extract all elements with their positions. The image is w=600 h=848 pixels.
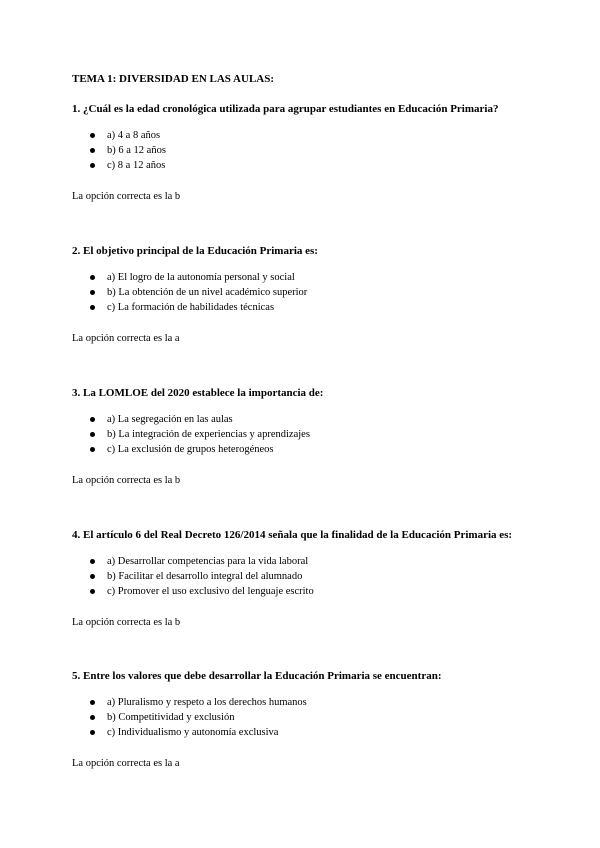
option-list	[72, 270, 532, 315]
option-label: c) La exclusión de grupos heterogéneos	[107, 444, 274, 455]
bullet-icon	[90, 163, 95, 168]
option-item	[72, 725, 532, 740]
option-label: b) Facilitar el desarrollo integral del alumnado	[107, 571, 303, 582]
question-text: 4. El artículo 6 del Real Decreto 126/2014 señala que la finalidad de la Educación Primaria es:	[72, 529, 513, 541]
bullet-icon	[90, 589, 95, 594]
bullet-icon	[90, 559, 95, 564]
option-item	[72, 300, 532, 315]
bullet-icon	[90, 574, 95, 579]
option-list	[72, 554, 532, 599]
option-item	[72, 584, 532, 599]
option-label: c) 8 a 12 años	[107, 160, 166, 171]
option-item	[72, 695, 532, 710]
option-item	[72, 270, 532, 285]
option-item	[72, 554, 532, 569]
question-block-5	[72, 669, 532, 771]
bullet-icon	[90, 730, 95, 735]
answer-text: La opción correcta es la a	[72, 758, 180, 769]
option-label: b) La integración de experiencias y aprendizajes	[107, 429, 310, 440]
bullet-icon	[90, 715, 95, 720]
answer-text: La opción correcta es la b	[72, 617, 181, 628]
bullet-icon	[90, 275, 95, 280]
option-label: c) La formación de habilidades técnicas	[107, 302, 275, 313]
bullet-icon	[90, 417, 95, 422]
option-label: a) La segregación en las aulas	[107, 414, 233, 425]
bullet-icon	[90, 133, 95, 138]
option-label: b) La obtención de un nivel académico superior	[107, 287, 308, 298]
bullet-icon	[90, 700, 95, 705]
question-text: 3. La LOMLOE del 2020 establece la importancia de:	[72, 387, 324, 399]
option-label: b) Competitividad y exclusión	[107, 712, 235, 723]
option-label: c) Individualismo y autonomía exclusiva	[107, 727, 279, 738]
option-item	[72, 285, 532, 300]
option-item	[72, 143, 532, 158]
question-block-1	[72, 102, 532, 204]
question-text: 5. Entre los valores que debe desarrollar la Educación Primaria se encuentran:	[72, 670, 442, 682]
option-label: c) Promover el uso exclusivo del lenguaje escrito	[107, 586, 314, 597]
question-block-4	[72, 528, 532, 630]
document-title: TEMA 1: DIVERSIDAD EN LAS AULAS:	[72, 73, 275, 85]
bullet-icon	[90, 432, 95, 437]
question-block-2	[72, 244, 532, 346]
question-text: 2. El objetivo principal de la Educación Primaria es:	[72, 245, 318, 257]
option-list	[72, 128, 532, 173]
question-text: 1. ¿Cuál es la edad cronológica utilizada para agrupar estudiantes en Educación Primaria?	[72, 103, 499, 115]
bullet-icon	[90, 148, 95, 153]
option-item	[72, 442, 532, 457]
option-item	[72, 158, 532, 173]
bullet-icon	[90, 305, 95, 310]
answer-text: La opción correcta es la b	[72, 475, 181, 486]
option-label: b) 6 a 12 años	[107, 145, 166, 156]
answer-text: La opción correcta es la a	[72, 333, 180, 344]
option-list	[72, 695, 532, 740]
bullet-icon	[90, 447, 95, 452]
option-item	[72, 412, 532, 427]
option-item	[72, 569, 532, 584]
bullet-icon	[90, 290, 95, 295]
option-item	[72, 710, 532, 725]
answer-text: La opción correcta es la b	[72, 191, 181, 202]
option-label: a) Desarrollar competencias para la vida laboral	[107, 556, 309, 567]
option-label: a) El logro de la autonomía personal y social	[107, 272, 295, 283]
option-label: a) Pluralismo y respeto a los derechos humanos	[107, 697, 307, 708]
option-label: a) 4 a 8 años	[107, 130, 161, 141]
option-item	[72, 427, 532, 442]
question-block-3	[72, 386, 532, 488]
option-item	[72, 128, 532, 143]
option-list	[72, 412, 532, 457]
